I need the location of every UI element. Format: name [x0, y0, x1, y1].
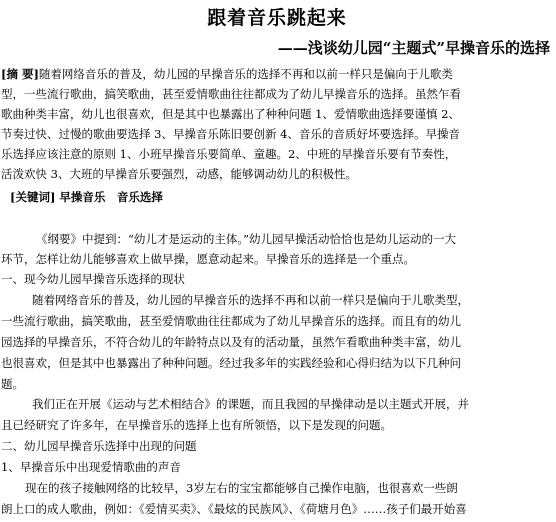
abstract-label: [摘 要] [1, 67, 39, 81]
doc-subtitle: ——浅谈幼儿园“主题式”早操音乐的选择 [277, 39, 550, 57]
keywords-label: [关键词] [10, 190, 56, 204]
section-heading-1: 一、现今幼儿园早操音乐选择的现状 [1, 272, 185, 286]
body-line-7: 也很喜欢，但是其中也暴露出了种种问题。经过我多年的实践经验和心得归结为以下几种问 [1, 356, 461, 370]
abstract-line-3: 歌曲种类丰富，幼儿也很喜欢，但是其中也暴露出了种种问题 1、爱情歌曲选择要谨慎 2、 [1, 107, 460, 121]
body-line-2: 环节，怎样让幼儿能够喜欢上做早操，愿意动起来。早操音乐的选择是一个重点。 [1, 252, 415, 266]
subsection-heading-1: 1、早操音乐中出现爱情歌曲的声音 [1, 460, 181, 474]
abstract-line-2: 型，一些流行歌曲，搞笑歌曲，甚至爱情歌曲往往都成为了幼儿早操音乐的选择。虽然乍看 [1, 87, 461, 101]
abstract-line-4: 节奏过快、过慢的歌曲要选择 3、早操音乐陈旧要创新 4、音乐的音质好坏要选择。早操音 [1, 127, 460, 141]
abstract-line-6: 活泼欢快 3、大班的早操音乐要强烈，动感，能够调动幼儿的积极性。 [1, 167, 357, 181]
abstract-line-5: 乐选择应该注意的原则 1、小班早操音乐要简单、童趣。2、中班的早操音乐要有节奏性， [1, 147, 457, 161]
body-line-4: 随着网络音乐的普及，幼儿园的早操音乐的选择不再和以前一样只是偏向于儿歌类型， [32, 293, 469, 307]
body-line-10: 且已经研究了许多年，在早操音乐的选择上也有所领悟，以下是发现的问题。 [1, 418, 392, 432]
body-line-5: 一些流行歌曲，搞笑歌曲，甚至爱情歌曲往往都成为了幼儿早操音乐的选择。而且有的幼儿 [1, 314, 461, 328]
body-line-1: 《纲要》中提到：“幼儿才是运动的主体。”幼儿园早操活动恰恰也是幼儿运动的一大 [36, 232, 457, 246]
body-line-14: 朗上口的成人歌曲，例如：《爱情买卖》、《最炫的民族风》、《荷塘月色》……孩子们最开始喜 [1, 502, 467, 516]
doc-title: 跟着音乐跳起来 [207, 7, 347, 29]
body-line-9: 我们正在开展《运动与艺术相结合》的课题，而且我园的早操律动是以主题式开展，并 [32, 397, 469, 411]
body-line-13: 现在的孩子接触网络的比较早，3岁左右的宝宝都能够自己操作电脑，也很喜欢一些朗 [25, 481, 458, 495]
section-heading-2: 二、幼儿园早操音乐选择中出现的问题 [1, 439, 197, 453]
abstract-line-1: [摘 要]随着网络音乐的普及，幼儿园的早操音乐的选择不再和以前一样只是偏向于儿歌类 [1, 67, 453, 81]
body-line-6: 园选择的早操音乐，不符合幼儿的年龄特点以及有的活动量，虽然乍看歌曲种类丰富，幼儿 [1, 335, 461, 349]
keywords-text: 早操音乐 音乐选择 [59, 190, 163, 204]
body-line-8: 题。 [1, 377, 24, 391]
keywords-line [10, 189, 163, 205]
